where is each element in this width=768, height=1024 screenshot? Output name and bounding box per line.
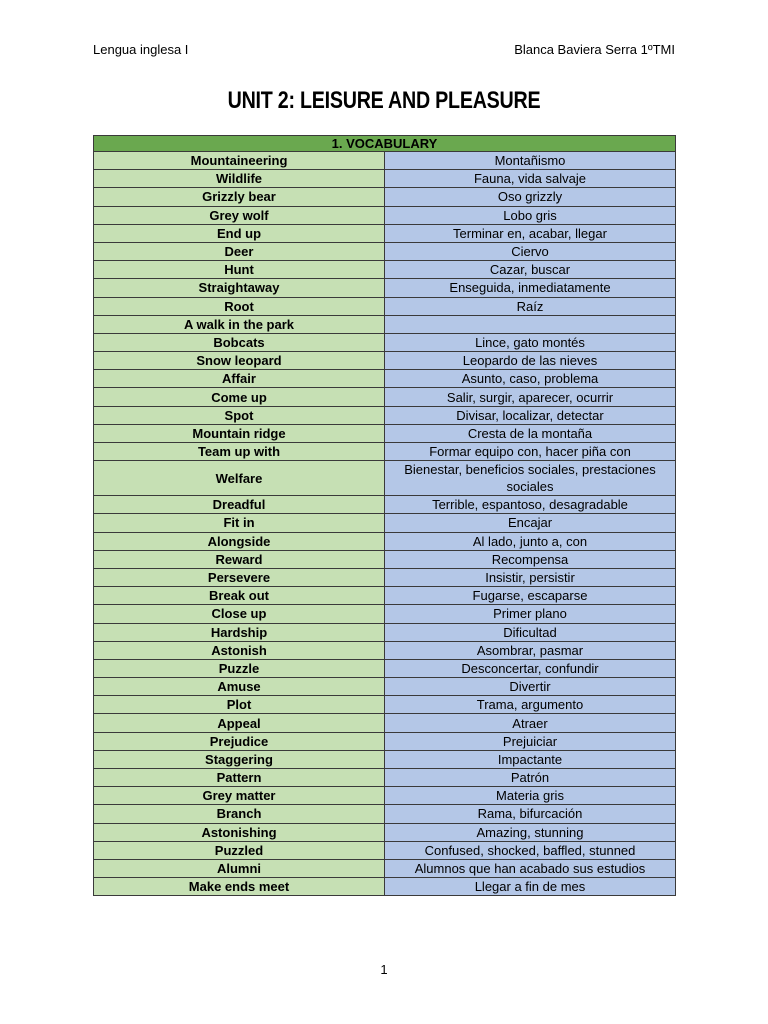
term-english: Persevere [94,568,385,586]
term-english: Close up [94,605,385,623]
term-english: Amuse [94,678,385,696]
term-spanish: Fugarse, escaparse [385,587,676,605]
table-row [94,659,676,677]
term-spanish: Raíz [385,297,676,315]
table-row [94,388,676,406]
term-spanish: Divertir [385,678,676,696]
term-english: Hardship [94,623,385,641]
table-row [94,678,676,696]
term-spanish: Encajar [385,514,676,532]
term-english: Grey matter [94,787,385,805]
term-english: Astonishing [94,823,385,841]
term-spanish: Lobo gris [385,206,676,224]
table-row [94,170,676,188]
term-spanish: Montañismo [385,152,676,170]
term-english: Grizzly bear [94,188,385,206]
term-english: Alongside [94,532,385,550]
table-row [94,769,676,787]
term-english: Straightaway [94,279,385,297]
term-english: Plot [94,696,385,714]
term-english: Alumni [94,859,385,877]
table-row [94,352,676,370]
term-english: Dreadful [94,496,385,514]
term-spanish: Enseguida, inmediatamente [385,279,676,297]
table-row [94,224,676,242]
term-english: Hunt [94,261,385,279]
term-spanish: Impactante [385,750,676,768]
term-spanish: Desconcertar, confundir [385,659,676,677]
term-spanish: Lince, gato montés [385,333,676,351]
vocabulary-body [94,152,676,896]
term-spanish: Salir, surgir, aparecer, ocurrir [385,388,676,406]
header-author: Blanca Baviera Serra 1ºTMI [514,42,675,57]
term-english: Puzzle [94,659,385,677]
table-row [94,823,676,841]
term-english: Snow leopard [94,352,385,370]
term-english: Mountaineering [94,152,385,170]
table-row [94,514,676,532]
section-title: 1. VOCABULARY [94,136,676,152]
term-english: Deer [94,242,385,260]
table-row [94,315,676,333]
table-row [94,152,676,170]
term-spanish: Llegar a fin de mes [385,878,676,896]
term-spanish: Atraer [385,714,676,732]
table-row [94,714,676,732]
section-header-row [94,136,676,152]
term-spanish: Confused, shocked, baffled, stunned [385,841,676,859]
term-english: A walk in the park [94,315,385,333]
term-spanish: Fauna, vida salvaje [385,170,676,188]
term-spanish [385,315,676,333]
term-spanish: Prejuiciar [385,732,676,750]
table-row [94,297,676,315]
term-english: Make ends meet [94,878,385,896]
table-row [94,333,676,351]
page-title: UNIT 2: LEISURE AND PLEASURE [227,87,541,114]
table-row [94,750,676,768]
table-row [94,532,676,550]
term-spanish: Al lado, junto a, con [385,532,676,550]
term-spanish: Cresta de la montaña [385,424,676,442]
term-english: Prejudice [94,732,385,750]
term-english: Root [94,297,385,315]
table-row [94,568,676,586]
term-spanish: Trama, argumento [385,696,676,714]
term-english: Come up [94,388,385,406]
term-english: Puzzled [94,841,385,859]
term-spanish: Primer plano [385,605,676,623]
term-spanish: Asunto, caso, problema [385,370,676,388]
table-row [94,605,676,623]
term-spanish: Recompensa [385,550,676,568]
table-row [94,424,676,442]
term-english: Bobcats [94,333,385,351]
term-english: Pattern [94,769,385,787]
table-row [94,279,676,297]
term-english: Mountain ridge [94,424,385,442]
table-row [94,787,676,805]
term-spanish: Divisar, localizar, detectar [385,406,676,424]
table-row [94,188,676,206]
term-spanish: Ciervo [385,242,676,260]
term-english: Spot [94,406,385,424]
term-english: Reward [94,550,385,568]
term-english: Appeal [94,714,385,732]
table-row [94,206,676,224]
page-number: 1 [380,962,388,977]
table-row [94,859,676,877]
table-row [94,732,676,750]
term-spanish: Materia gris [385,787,676,805]
term-spanish: Terrible, espantoso, desagradable [385,496,676,514]
table-row [94,261,676,279]
table-row [94,696,676,714]
table-row [94,406,676,424]
term-english: Wildlife [94,170,385,188]
vocabulary-table [93,135,676,896]
header-course: Lengua inglesa I [93,42,189,57]
term-english: Astonish [94,641,385,659]
term-spanish: Formar equipo con, hacer piña con [385,443,676,461]
term-spanish: Terminar en, acabar, llegar [385,224,676,242]
term-spanish: Alumnos que han acabado sus estudios [385,859,676,877]
table-row [94,641,676,659]
table-row [94,841,676,859]
table-row [94,805,676,823]
term-spanish: Bienestar, beneficios sociales, prestaciones sociales [385,461,676,496]
term-spanish: Insistir, persistir [385,568,676,586]
term-english: Grey wolf [94,206,385,224]
table-row [94,443,676,461]
term-english: Welfare [94,461,385,496]
term-english: Branch [94,805,385,823]
term-english: Fit in [94,514,385,532]
term-spanish: Asombrar, pasmar [385,641,676,659]
table-row [94,496,676,514]
term-spanish: Patrón [385,769,676,787]
table-row [94,550,676,568]
term-spanish: Cazar, buscar [385,261,676,279]
term-english: Team up with [94,443,385,461]
table-row [94,878,676,896]
term-spanish: Amazing, stunning [385,823,676,841]
term-english: End up [94,224,385,242]
table-row [94,370,676,388]
table-row [94,623,676,641]
table-row [94,242,676,260]
term-spanish: Oso grizzly [385,188,676,206]
term-english: Staggering [94,750,385,768]
term-english: Affair [94,370,385,388]
term-spanish: Dificultad [385,623,676,641]
term-english: Break out [94,587,385,605]
term-spanish: Leopardo de las nieves [385,352,676,370]
table-row [94,461,676,496]
table-row [94,587,676,605]
term-spanish: Rama, bifurcación [385,805,676,823]
